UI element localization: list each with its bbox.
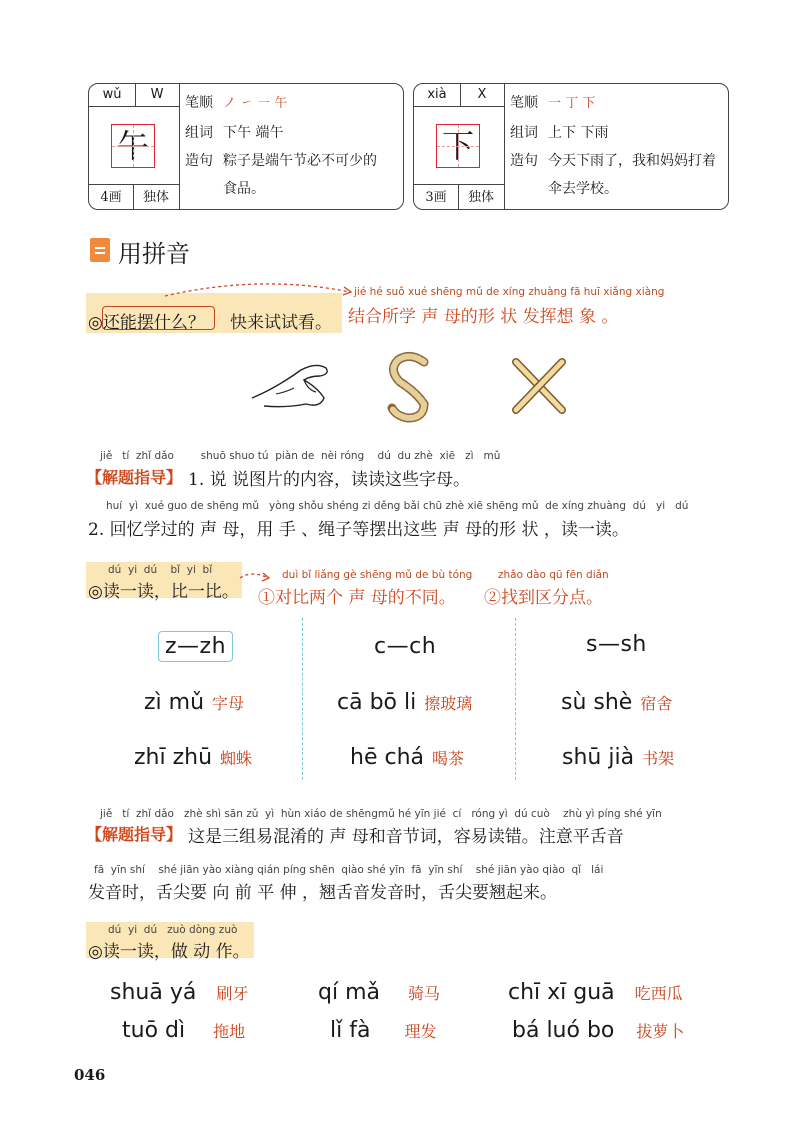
guide1-line1: 1. 说 说图片的内容，读读这些字母。 (188, 470, 471, 490)
guide2-pinyin-1: jiě tí zhǐ dǎo zhè shì sān zǔ yì hùn xiáo de shēngmǔ hé yīn jié cí róng yì dú cuò zhù yì píng shé yīn (100, 808, 662, 820)
words-label: 组词 (510, 125, 538, 141)
q3-question: ◎读一读，做 动 作。 (88, 942, 250, 962)
words-label: 组词 (185, 125, 213, 141)
word-ca-bo-li: cā bō li 擦玻璃 (337, 690, 473, 715)
guide1-pinyin-2: huí yì xué guo de shēng mǔ yòng shǒu shéng zi děng bǎi chū zhè xiē shēng mǔ de xíng zhuàng dú yi dú (106, 500, 689, 512)
words-value: 上下 下雨 (548, 125, 609, 141)
char-card-wu (88, 83, 404, 210)
card-pinyin: xià (414, 84, 461, 107)
action-chi-xi-gua: chī xī guā 吃西瓜 (508, 980, 683, 1005)
order-label: 笔顺 (510, 95, 538, 111)
section-title: 用拼音 (118, 240, 190, 268)
word-su-she: sù shè 宿舍 (561, 690, 673, 715)
words-value: 下午 端午 (223, 125, 284, 141)
char-card-xia (413, 83, 729, 210)
stroke-order: 一 丁 下 (548, 96, 596, 111)
guide2-pinyin-2: fā yīn shí shé jiān yào xiàng qián píng shēn qiào shé yīn fā yīn shí shé jiān yào qiào qǐ lái (94, 864, 604, 876)
card-structure: 独体 (133, 184, 180, 210)
action-shua-ya: shuā yá 刷牙 (110, 980, 249, 1005)
action-qi-ma: qí mǎ 骑马 (318, 980, 440, 1005)
action-li-fa: lǐ fà 理发 (330, 1018, 437, 1043)
column-divider-1 (302, 618, 303, 780)
card-letter: X (460, 84, 505, 107)
q2-step1: ①对比两个 声 母的不同。 (258, 588, 456, 608)
card-character: 午 (111, 124, 155, 168)
sentence-line1: 粽子是端午节必不可少的 (223, 153, 377, 169)
order-label: 笔顺 (185, 95, 213, 111)
card-stroke-count: 4画 (89, 184, 134, 210)
section-icon (90, 238, 110, 262)
stroke-order: ノ ㇀ ㇐ 午 (223, 96, 288, 111)
q1-arrow (160, 278, 360, 300)
column-divider-2 (515, 618, 516, 780)
card-letter: W (135, 84, 180, 107)
action-ba-luo-bo: bá luó bo 拔萝卜 (512, 1018, 685, 1043)
word-zhi-zhu: zhī zhū 蜘蛛 (134, 745, 253, 770)
guide1-label: 【解题指导】 (86, 468, 183, 487)
q2-question: ◎读一读，比一比。 (88, 582, 239, 602)
q1-hint: 结合所学 声 母的形 状 发挥想 象 。 (348, 307, 619, 327)
card-structure: 独体 (458, 184, 505, 210)
q2-pinyin-b: duì bǐ liǎng gè shēng mǔ de bù tóng (282, 569, 473, 581)
word-he-cha: hē chá 喝茶 (350, 745, 465, 770)
hand-c-shape-image (246, 358, 336, 418)
card-character: 下 (436, 124, 480, 168)
pair-s-sh: s—sh (586, 632, 647, 657)
q2-step2: ②找到区分点。 (484, 588, 603, 608)
q1-pinyin-c: jié hé suǒ xué shēng mǔ de xíng zhuàng fā huī xiǎng xiàng (354, 286, 665, 298)
pair-z-zh: z—zh (158, 631, 233, 662)
action-tuo-di: tuō dì 拖地 (122, 1018, 246, 1043)
guide1-line2: 2. 回忆学过的 声 母，用 手 、绳子等摆出这些 声 母的形 状 ，读一读。 (88, 520, 629, 540)
rope-s-shape-image (380, 350, 440, 425)
page-number: 046 (74, 1066, 106, 1084)
q3-pinyin: dú yi dú zuò dòng zuò (108, 924, 238, 936)
q2-pinyin-c: zhǎo dào qū fēn diǎn (498, 569, 609, 581)
pair-c-ch: c—ch (374, 634, 437, 659)
guide2-line1: 这是三组易混淆的 声 母和音节词，容易读错。注意平舌音 (188, 827, 624, 847)
word-zi-mu: zì mǔ 字母 (144, 690, 245, 715)
guide1-pinyin-1: jiě tí zhǐ dǎo shuō shuo tú piàn de nèi róng dú du zhè xiē zì mǔ (100, 450, 501, 462)
sentence-label: 造句 (510, 153, 538, 169)
guide2-line2: 发音时，舌尖要 向 前 平 伸 ，翘舌音发音时，舌尖要翘起来。 (88, 883, 558, 903)
word-shu-jia: shū jià 书架 (562, 745, 675, 770)
q1-question: ◎还能摆什么？ (88, 313, 205, 333)
sticks-x-shape-image (508, 356, 568, 416)
q2-pinyin-a: dú yi dú bǐ yi bǐ (108, 564, 213, 576)
sentence-line2: 伞去学校。 (548, 181, 618, 197)
q1-instruction: 快来试试看。 (230, 313, 332, 333)
guide2-label: 【解题指导】 (86, 825, 183, 844)
sentence-line1: 今天下雨了，我和妈妈打着 (548, 153, 716, 169)
sentence-label: 造句 (185, 153, 213, 169)
sentence-line2: 食品。 (223, 181, 265, 197)
card-stroke-count: 3画 (414, 184, 459, 210)
card-pinyin: wǔ (89, 84, 136, 107)
